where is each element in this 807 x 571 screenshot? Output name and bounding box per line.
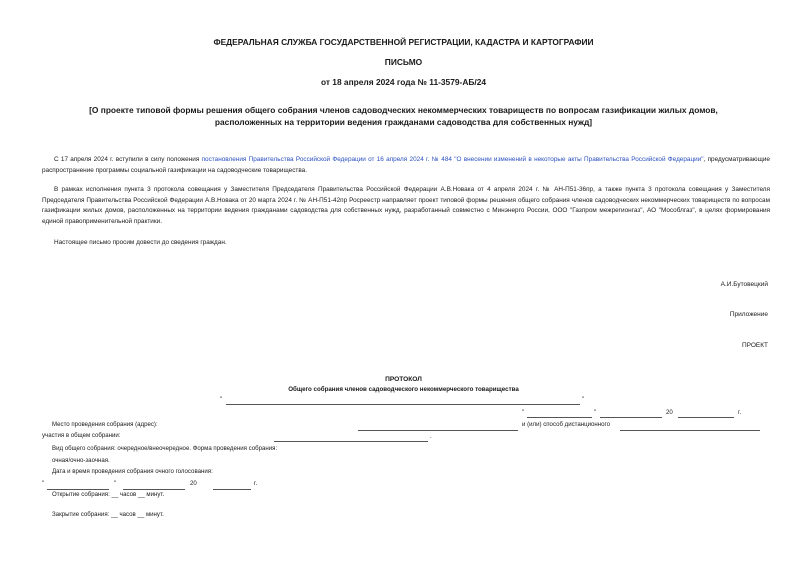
vote-date-year-line — [213, 489, 251, 490]
paragraph-1 — [42, 155, 770, 176]
appendix-label: Приложение — [729, 311, 768, 318]
document-date-number: от 18 апреля 2024 года № 11-3579-АБ/24 — [320, 77, 487, 87]
paragraph-1-start: С 17 апреля 2024 г. вступили в силу положения — [54, 156, 202, 163]
vote-date-year-suffix: г. — [254, 480, 258, 487]
participation-line — [274, 441, 428, 442]
protocol-subtitle: Общего собрания членов садоводческого некоммерческого товарищества — [288, 386, 519, 393]
meeting-form-options: очная/очно-заочная. — [52, 457, 110, 464]
date-day-line — [527, 417, 592, 418]
agency-name: ФЕДЕРАЛЬНАЯ СЛУЖБА ГОСУДАРСТВЕННОЙ РЕГИСТРАЦИИ, КАДАСТРА И КАРТОГРАФИИ — [213, 37, 594, 47]
participation-label: участия в общем собрании: — [42, 432, 121, 439]
document-type: ПИСЬМО — [384, 57, 423, 67]
vote-date-quote-open: " — [42, 480, 45, 487]
remote-line — [620, 430, 760, 431]
venue-line — [358, 430, 518, 431]
signatory-name: А.И.Бутовецкий — [720, 281, 768, 288]
voting-datetime-label: Дата и время проведения собрания очного голосования: — [52, 468, 213, 475]
protocol-title: ПРОТОКОЛ — [385, 376, 422, 383]
paragraph-1-end: , предусматривающие распространение программы социальной газификации на садоводческие товарищества. — [42, 156, 770, 174]
vote-date-quote-close: " — [114, 480, 117, 487]
paragraph-3 — [42, 238, 770, 249]
quote-open-mark: " — [220, 396, 223, 403]
subject-line-2: расположенных на территории ведения гражданами садоводства для собственных нужд] — [214, 116, 593, 127]
participation-period: . — [430, 433, 432, 440]
date-year-line — [678, 417, 734, 418]
date-month-line — [600, 417, 662, 418]
quote-close-mark: " — [582, 396, 585, 403]
paragraph-2 — [42, 185, 770, 227]
vote-date-day-line — [47, 489, 109, 490]
subject-line-1: [О проекте типовой формы решения общего собрания членов садоводческих некоммерческих товариществ по вопросам газификации жилых домов, — [89, 105, 718, 115]
date-quote-close: " — [594, 409, 597, 416]
vote-date-year-prefix: 20 — [190, 480, 197, 487]
resolution-link[interactable]: постановления Правительства Российской Федерации от 16 апреля 2024 г. № 484 "О внесении изменений в некоторые акты Правительства Российской Федерации" — [201, 156, 704, 163]
paragraph-3-text: Настоящее письмо просим довести до сведения граждан. — [54, 239, 227, 246]
paragraph-2-text: В рамках исполнения пункта 3 протокола совещания у Заместителя Председателя Правительства Российской Федерации А.В.Новака от 4 апреля 2024 г. № АН-П51-36пр, а также пункта 3 протокола совещания у Заместителя Председателя Правительства Российской Федерации А.В.Новака от 20 марта 2024 г. № АН-П51-42пр Росреестр направляет проект типовой формы решения общего собрания членов садоводческих некоммерческих товариществ по вопросам газификации жилых домов, расположенных на территории ведения гражданами садоводства для собственных нужд, разработанный совместно с Минэнерго России, ООО "Газпром межрегионгаз", АО "Мособлгаз", в целях формирования единой правоприменительной практики. — [42, 186, 770, 225]
venue-label: Место проведения собрания (адрес): — [52, 421, 158, 428]
closing-time: Закрытие собрания: __ часов __ минут. — [52, 511, 164, 518]
date-quote-open: " — [522, 409, 525, 416]
remote-participation-label: и (или) способ дистанционного — [522, 421, 610, 428]
meeting-type-label: Вид общего собрания: очередное/внеочередное. Форма проведения собрания: — [52, 445, 278, 452]
association-name-line — [226, 404, 580, 405]
date-year-prefix: 20 — [666, 409, 673, 416]
document-subject — [0, 105, 807, 128]
draft-label: ПРОЕКТ — [741, 342, 768, 349]
date-year-suffix: г. — [738, 409, 742, 416]
vote-date-month-line — [123, 489, 185, 490]
opening-time: Открытие собрания: __ часов __ минут. — [52, 491, 165, 498]
